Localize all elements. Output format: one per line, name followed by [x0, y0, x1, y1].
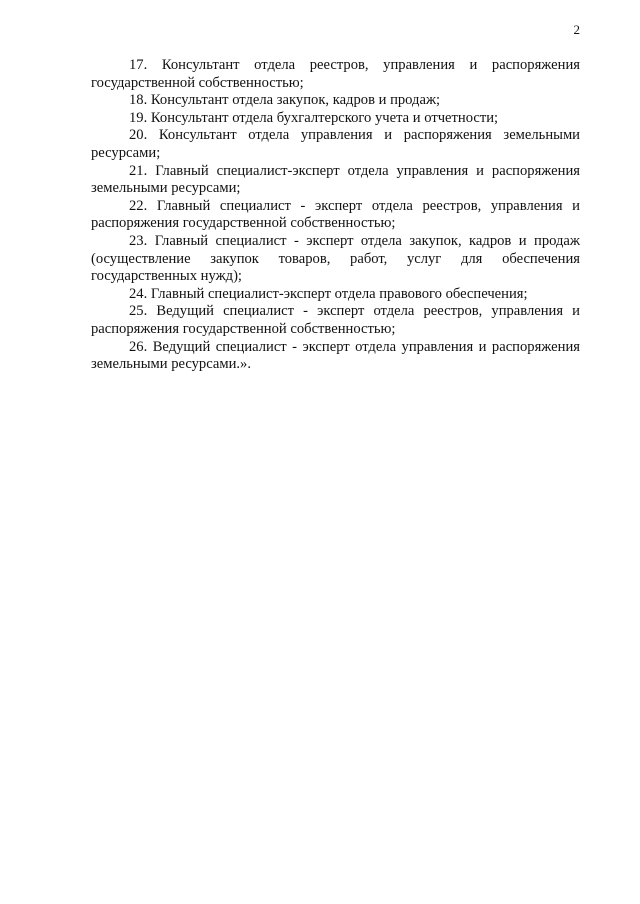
list-item: 18. Консультант отдела закупок, кадров и продаж; — [129, 92, 441, 109]
list-item: 20. Консультант отдела управления и распоряжения земельными ресурсами; — [91, 127, 580, 161]
list-item: 26. Ведущий специалист - эксперт отдела управления и распоряжения земельными ресурсами.». — [91, 338, 580, 373]
list-item: 17. Консультант отдела реестров, управления и распоряжения государственной собственностью; — [91, 57, 580, 91]
document-body — [91, 57, 580, 374]
list-item: 23. Главный специалист - эксперт отдела закупок, кадров и продаж (осуществление закупок товаров, работ, услуг для обеспечения государственных нужд); — [91, 232, 580, 285]
list-item: 22. Главный специалист - эксперт отдела реестров, управления и распоряжения государственной собственностью; — [91, 197, 580, 232]
page-number: 2 — [573, 22, 580, 37]
list-item: 19. Консультант отдела бухгалтерского учета и отчетности; — [129, 109, 499, 126]
list-item: 24. Главный специалист-эксперт отдела правового обеспечения; — [129, 285, 528, 302]
list-item: 25. Ведущий специалист - эксперт отдела реестров, управления и распоряжения государственной собственностью; — [91, 303, 580, 337]
list-item: 21. Главный специалист-эксперт отдела управления и распоряжения земельными ресурсами; — [91, 162, 580, 197]
